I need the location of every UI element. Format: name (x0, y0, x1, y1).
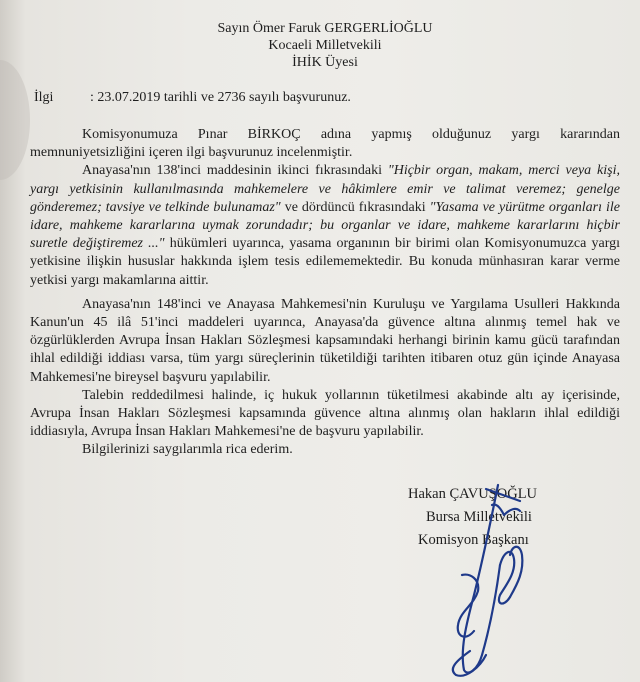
signatory-name: Hakan ÇAVUŞOĞLU (408, 486, 538, 502)
quote-article-138-2: "Hiçbir organ, makam, merci veya kişi, yargı yetkisinin kullanılmasında mahkemelere ve hâkimlere emir ve talimat veremez; genelge gönderemez; tavsiye ve telkinde bulunamaz" (30, 163, 620, 215)
paragraph-2-intro: Anayasa'nın 138'inci maddesinin ikinci fıkrasındaki (82, 163, 388, 179)
addressee-province: Kocaeli Milletvekili (268, 38, 382, 53)
paragraph-2-join: ve dördüncü fıkrasındaki (280, 199, 430, 215)
quote-article-138-4: "Yasama ve yürütme organları ile idare, mahkeme kararlarına uymak zorundadır; bu organlar ve idare, mahkeme kararlarını hiçbir suretle değiştiremez ..." (30, 199, 620, 252)
signatory-title-role: Komisyon Başkanı (418, 532, 529, 548)
reference-line (34, 90, 594, 106)
signatory-title-province: Bursa Milletvekili (426, 509, 532, 525)
addressee-block (200, 20, 450, 71)
letter-body (30, 126, 620, 460)
addressee-membership: İHİK Üyesi (292, 55, 358, 70)
reference-text: : 23.07.2019 tarihli ve 2736 sayılı başvurunuz. (90, 90, 351, 105)
reference-label: İlgi (34, 90, 54, 105)
paragraph-1: Komisyonumuza Pınar BİRKOÇ adına yapmış olduğunuz yargı kararından memnuniyetsizliğini içeren ilgi başvurunuz incelenmiştir. (30, 127, 620, 161)
paragraph-4: Talebin reddedilmesi halinde, iç hukuk yollarının tüketilmesi akabinde altı ay içerisinde, Avrupa İnsan Hakları Sözleşmesi kapsamında güvence altına alınmış olan hakların ihlal edildiği iddiasıyla, Avrupa İnsan Hakları Mahkemesi'ne de başvuru yapılabilir. (30, 387, 620, 440)
addressee-name: Sayın Ömer Faruk GERGERLİOĞLU (217, 21, 433, 36)
paragraph-2 (30, 162, 620, 289)
paragraph-2-conclusion: hükümleri uyarınca, yasama organının bir birimi olan Komisyonumuzca yargı yetkisine ilişkin hususlar hakkında işlem tesis edilememektedir. Bu konuda münhasıran karar verme yetkisi yargı makamlarına aittir. (30, 236, 620, 288)
closing-line: Bilgilerinizi saygılarımla rica ederim. (82, 442, 293, 458)
handwritten-signature (400, 455, 600, 682)
paragraph-3: Anayasa'nın 148'inci ve Anayasa Mahkemesi'nin Kuruluşu ve Yargılama Usulleri Hakkında Kanun'un 45 ilâ 51'inci maddeleri uyarınca, Anayasa'da güvence altına alınmış temel hak ve özgürlüklerden Avrupa İnsan Hakları Sözleşmesi kapsamındaki herhangi birinin kamu gücü tarafından ihlal edildiği iddiası varsa, tüm yargı süreçlerinin tüketildiği tarihten itibaren otuz gün içinde Anayasa Mahkemesi'ne bireysel başvuru yapılabilir. (30, 296, 620, 385)
